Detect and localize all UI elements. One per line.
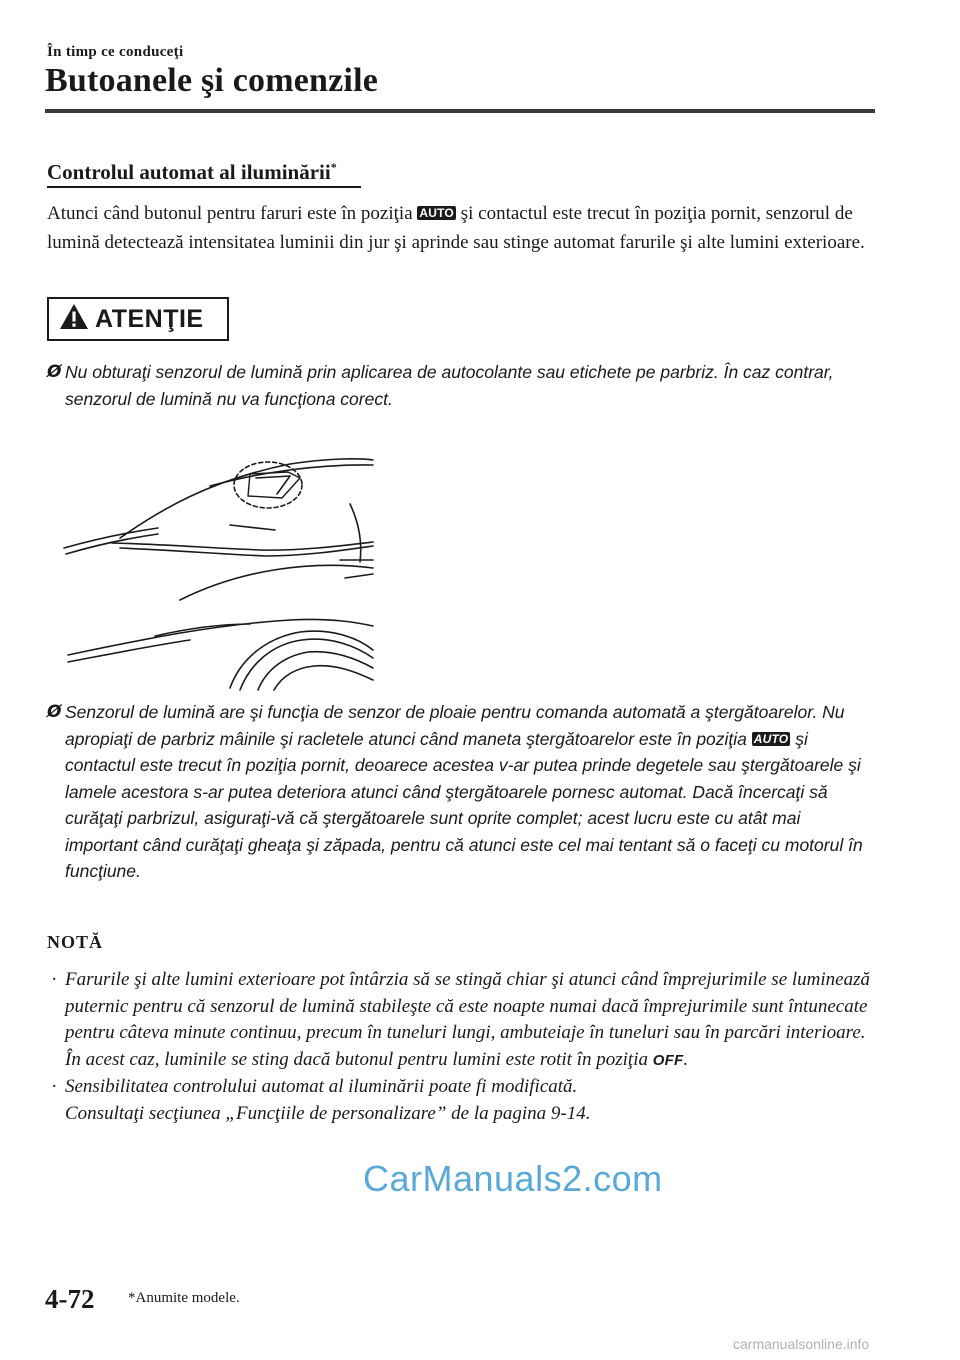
watermark-logo: CarManuals2.com [363,1158,663,1199]
caution-box [47,297,229,341]
intro-paragraph: Atunci când butonul pentru faruri este în poziţia AUTO şi contactul este trecut în poziţia pornit, senzorul de lumină detectează intensitatea luminii din jur şi aprinde sau stinge automat farurile şi alte lumini exterioare. [47,203,865,253]
auto-label: AUTO [419,206,454,220]
note-heading: NOTĂ [47,932,104,952]
caution-item-sticker: Ø Nu obturaţi senzorul de lumină prin aplicarea de autocolante sau etichete pe parbriz. În caz contrar, senzorul de lumină nu va funcţiona corect. [47,359,877,412]
warning-triangle-icon [59,303,89,335]
section-heading [47,160,337,185]
list-item: · Farurile şi alte lumini exterioare pot întârzia să se stingă chiar şi atunci când împrejurimile se luminează puternic pentru că senzorul de lumină stabileşte că este noapte numai dacă împrejurimile sunt întunecate pentru câteva minute continuu, precum în tuneluri lungi, ambuteiaje în tuneluri sau în parcări interioare. În acest caz, luminile se sting dacă butonul pentru lumini este rotit în poziţia OFF. [51,967,871,1074]
arrow-bullet-icon: Ø [47,362,62,382]
footnote-mark: * [330,160,337,174]
caution-label: ATENŢIE [95,304,204,333]
windshield-sensor-illustration [60,450,380,695]
page-number: 4-72 [45,1284,95,1314]
footnote-text: *Anumite modele. [128,1290,240,1306]
dot-bullet-icon: · [51,1076,58,1097]
site-watermark: carmanualsonline.info [733,1336,870,1352]
page-title: Butoanele şi comenzile [45,62,379,99]
arrow-bullet-icon: Ø [47,702,62,722]
list-item: · Sensibilitatea controlului automat al iluminării poate fi modificată. Consultaţi secţiunea „Funcţiile de personalizare” de la pagina 9-14. [51,1074,871,1127]
section-heading-underline [47,186,361,188]
note-list [51,967,871,1127]
off-label: OFF [652,1051,684,1069]
dot-bullet-icon: · [51,969,58,990]
section-kicker: În timp ce conduceţi [47,44,184,60]
caution-item-rain-sensor: Ø Senzorul de lumină are şi funcţia de senzor de ploaie pentru comanda automată a ştergătoarelor. Nu apropiaţi de parbriz mâinile şi racletele atunci când maneta ştergătoarelor este în poziţia AUTO şi contactul este trecut în poziţia pornit, deoarece acestea v-ar putea prinde degetele sau ştergătoarele şi lamele acestora s-ar putea deteriora atunci când ştergătoarele pornesc automat. Dacă încercaţi să curăţaţi parbrizul, asiguraţi-vă că ştergătoarele sunt oprite complet; acest lucru este cu atât mai important când curăţaţi gheaţa şi zăpada, pentru că atunci este cel mai tentant să o faceţi cu motorul în funcţiune. [47,699,877,885]
section-heading-text: Controlul automat al iluminării [47,160,331,184]
auto-label: AUTO [753,731,789,746]
title-rule [45,109,875,113]
